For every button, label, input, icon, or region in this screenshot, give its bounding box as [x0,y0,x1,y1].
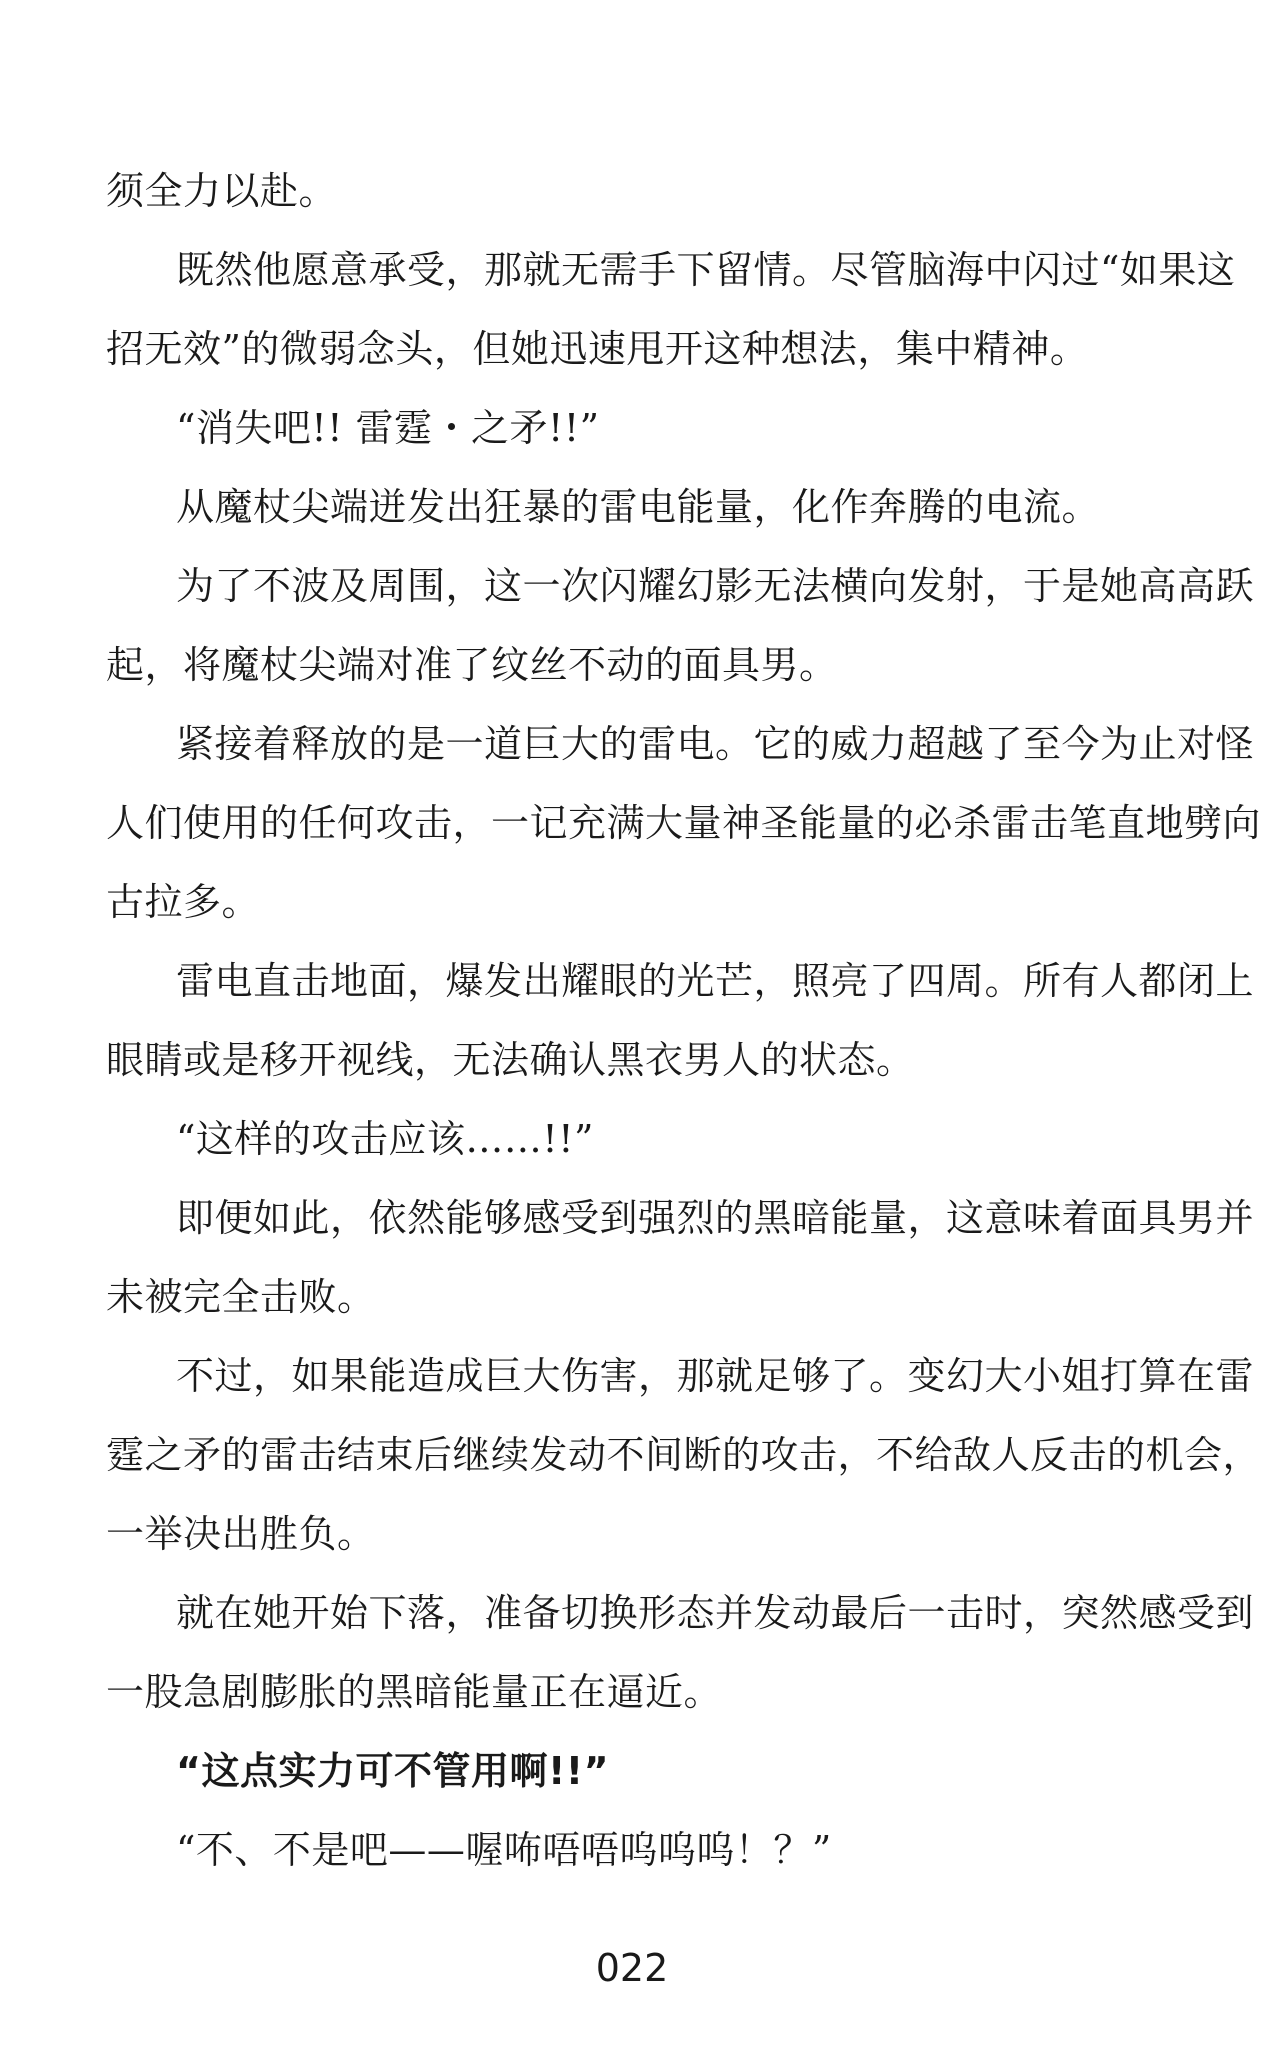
text-line: 一举决出胜负。 [106,1512,376,1556]
text-line: 即便如此，依然能够感受到强烈的黑暗能量，这意味着面具男并 [176,1196,1255,1240]
dialogue-line: “这样的攻击应该……!!” [176,1117,594,1161]
text-line: 招无效”的微弱念头，但她迅速甩开这种想法，集中精神。 [106,327,1089,371]
text-line: 既然他愿意承受，那就无需手下留情。尽管脑海中闪过“如果这 [176,248,1236,292]
text-line: 紧接着释放的是一道巨大的雷电。它的威力超越了至今为止对怪 [176,722,1255,766]
page-number: 022 [595,1946,669,1990]
text-line: 古拉多。 [106,880,261,924]
text-line: 须全力以赴。 [106,169,338,213]
text-line: 眼睛或是移开视线，无法确认黑衣男人的状态。 [106,1038,915,1082]
dialogue-line-bold: “这点实力可不管用啊!!” [176,1749,610,1793]
page-body [106,152,1262,1890]
text-line: 起，将魔杖尖端对准了纹丝不动的面具男。 [106,643,838,687]
text-line: 就在她开始下落，准备切换形态并发动最后一击时，突然感受到 [176,1591,1255,1635]
text-line: 人们使用的任何攻击，一记充满大量神圣能量的必杀雷击笔直地劈向 [106,801,1262,845]
text-line: 雷电直击地面，爆发出耀眼的光芒，照亮了四周。所有人都闭上 [176,959,1255,1003]
text-line: 不过，如果能造成巨大伤害，那就足够了。变幻大小姐打算在雷 [176,1354,1255,1398]
text-line: 为了不波及周围，这一次闪耀幻影无法横向发射，于是她高高跃 [176,564,1255,608]
dialogue-line: “不、不是吧——喔咘唔唔呜呜呜！？” [176,1828,832,1872]
text-line: 一股急剧膨胀的黑暗能量正在逼近。 [106,1670,723,1714]
dialogue-line: “消失吧!! 雷霆・之矛!!” [176,406,600,450]
text-line: 霆之矛的雷击结束后继续发动不间断的攻击，不给敌人反击的机会， [106,1433,1262,1477]
text-line: 未被完全击败。 [106,1275,376,1319]
text-line: 从魔杖尖端迸发出狂暴的雷电能量，化作奔腾的电流。 [176,485,1101,529]
